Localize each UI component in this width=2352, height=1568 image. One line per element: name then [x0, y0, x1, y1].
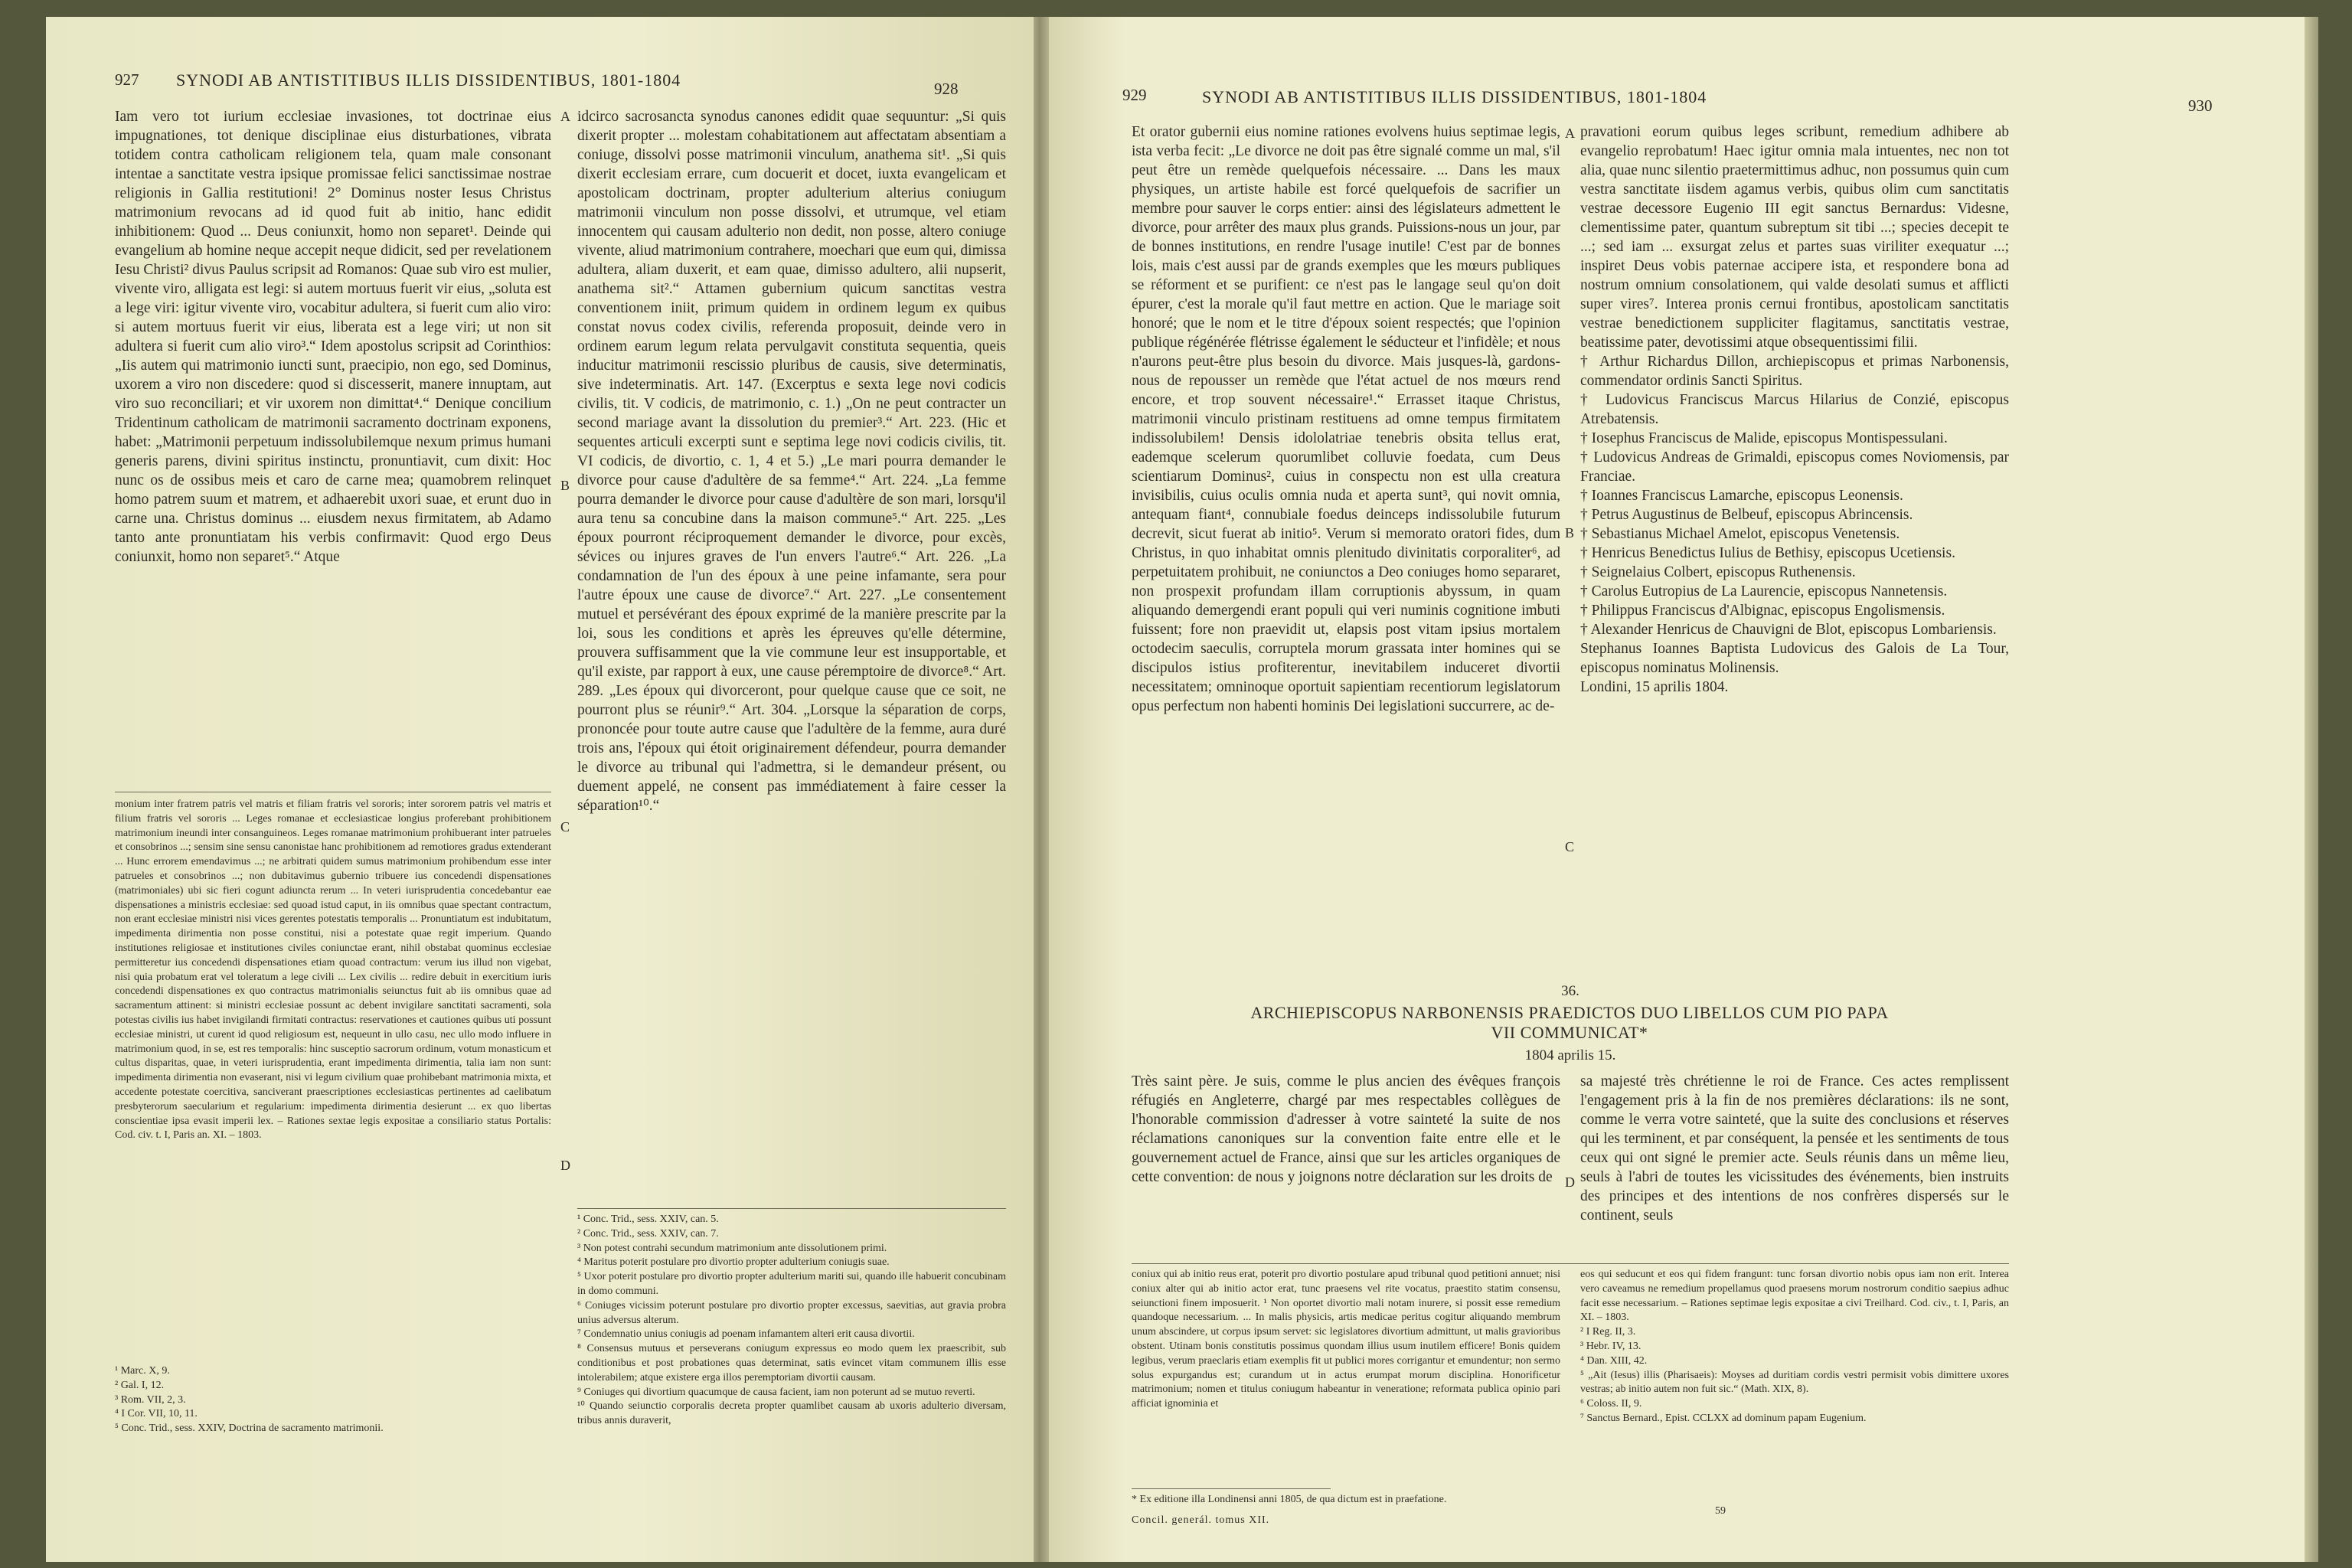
signatory: † Ioannes Franciscus Lamarche, episcopus Leonensis.: [1580, 488, 1903, 504]
margin-letter: A: [1565, 126, 1575, 141]
footnote: ⁴ Dan. XIII, 42.: [1580, 1354, 1648, 1367]
running-head: SYNODI AB ANTISTITIBUS ILLIS DISSIDENTIBUS, 1801-1804: [176, 70, 681, 90]
footnote: ⁵ „Ait (Iesus) illis (Pharisaeis): Moyses ad duritiam cordis vestri permisit vobis dimittere uxores vestras; ab initio autem non fuit sic.“ (Math. XIX, 8).: [1580, 1369, 2009, 1396]
right-column-footnotes: [577, 1213, 1006, 1519]
signatory: † Henricus Benedictus Iulius de Bethisy, episcopus Ucetiensis.: [1580, 545, 1955, 561]
page-number: 930: [2188, 96, 2213, 115]
footnote: ³ Non potest contrahi secundum matrimonium ante dissolutionem primi.: [577, 1242, 887, 1254]
footnote: ² Conc. Trid., sess. XXIV, can. 7.: [577, 1227, 719, 1240]
right-column-main-text: [1580, 122, 2009, 965]
footnote: ⁶ Coloss. II, 9.: [1580, 1398, 1642, 1410]
footnote: ² Gal. I, 12.: [115, 1379, 165, 1391]
footnote-rule: [577, 1208, 1006, 1209]
footnote-text: monium inter fratrem patris vel matris et filiam fratris vel sororis; inter sororem patris vel matris et filium fratris vel sororis ... Leges romanae et ecclesiasticae longius proferebant prohibitionem matrimonium ineundi inter consanguineos. Leges romanae matrimonium prohibuerant inter patrueles et consobrinos ...; sensim sine sensu canonistae hanc prohibitionem ad remotiores gradus extenderant ... Hunc errorem emendavimus ...; ne arbitrati quidem sumus matrimonium prohibendum esse inter patrueles et consobrinos ...; non dubitavimus gubernio tribuere ius concedendi dispensationes (matrimoniales) ubi sic fieri cogunt adiuncta rerum ... In veteri iurisprudentia concedebantur eae dispensationes a ministris ecclesiae: sed quoad istud caput, in iis omnibus quae spectant contractum, non erant ecclesiae ministri nisi vices gerentes potestatis temporalis ... Pronuntiatum est indubitatum, impedimenta dirimentia non posse constitui, nisi a potestate quae regit imperium. Quando institutiones religiosae et institutiones civiles coniunctae erant, nihil obstabat quominus ecclesiae permitteretur ius concedendi dispensationes etiam quoad contractum: verum ius illud non vigebat, nisi quia probatum erat vel toleratum a lege civili ... Lex civilis ... redire debuit in exercitium iuris concedendi dispensationes ex quo contractus matrimonialis seiunctus fuit ab iis omnibus quae ad sacramentum attinent: si ministri ecclesiae possunt ac debent invigilare sanctitati sacramenti, sola potestas civilis ius habet invigilandi firmitati contractus: reservationes et cautiones quibus uti possunt ecclesiae ministri, ut curent id quod religiosum est, nequeunt in ullo casu, nec ullo modo influere in matrimonium quod, in se, est res temporalis: hinc susceptio sacrorum ordinum, votum monasticum et cultus disparitas, quae, in veteri iurisprudentia, erant impedimenta dirimentia, talia iam non sunt: impedimenta dirimentia non evaserant, nisi vi legum civilium quae prohibebant matrimonia mixta, et accedente potestate coercitiva, sanciverant praescriptiones ecclesiasticas pertinentes ad caelibatum presbyterorum saecularium et regularium: impedimenta dirimentia desierunt ... ex quo libertas conscientiae ipsa evasit imperii lex. – Rationes sextae legis expositae a consiliario status Portalis: Cod. civ. t. I, Paris an. XI. – 1803.: [115, 799, 551, 1142]
page-number: 927: [115, 70, 139, 89]
signatory: † Sebastianus Michael Amelot, episcopus Venetensis.: [1580, 526, 1900, 542]
signatory: † Ludovicus Franciscus Marcus Hilarius de Conzié, episcopus Atrebatensis.: [1580, 392, 2009, 427]
signature-line: Concil. generál. tomus XII.: [1132, 1514, 1270, 1526]
footnote: ⁹ Coniuges qui divortium quacumque de causa facient, iam non poterunt ad se mutuo reverti.: [577, 1386, 975, 1398]
paragraph: Iam vero tot iurium ecclesiae invasiones, tot doctrinae eius impugnationes, tot denique disciplinae eius disturbationes, vibrata totidem contra catholicam religionem tela, quam male consonant intentae a sanctitate vestra ipsique promissae felici sanctissimae nostrae religionis in Gallia restitutioni! 2° Dominus noster Iesus Christus matrimonium revocans ad id quod fuit ab initio, hanc edidit inhibitionem: Quod ... Deus coniunxit, homo non separet¹. Deinde qui evangelium ab homine neque accepit neque didicit, sed per revelationem Iesu Christi² divus Paulus scripsit ad Romanos: Quae sub viro est mulier, vivente viro, alligata est legi: si autem mortuus fuerit vir eius, „soluta est a lege viri: igitur vivente viro, vocabitur adultera, si fuerit cum alio viro: si autem mortuus fuerit vir eius, liberata est a lege viri; ut non sit adultera si fuerit cum alio viro³.“ Idem apostolus scripsit ad Corinthios: „Iis autem qui matrimonio iuncti sunt, praecipio, non ego, sed Dominus, uxorem a viro non discedere: quod si discesserit, manere innuptam, aut viro suo reconciliari; et vir uxorem non dimittat⁴.“ Denique concilium Tridentinum catholicam de matrimonii sacramento doctrinam exponens, habet: „Matrimonii perpetuum indissolubilemque nexum primus humani generis parens, divini spiritus instinctu, pronuntiavit, cum dixit: Hoc nunc os de ossibus meis et caro de carne mea; quamobrem relinquet homo patrem suum et matrem, et adhaerebit uxori suae, et erunt duo in carne una. Christus dominus ... eiusdem nexus firmitatem, ab Adamo tanto ante pronuntiatam his verbis confirmavit: Quod ergo Deus coniunxit, homo non separet⁵.“ Atque: [115, 109, 551, 565]
footnote: ¹ Marc. X, 9.: [115, 1365, 170, 1377]
footnote: ⁴ Maritus poterit postulare pro divortio propter adulterium coniugis suae.: [577, 1256, 890, 1269]
letter-right-column: [1580, 1072, 2009, 1259]
footnote: ⁶ Coniuges vicissim poterunt postulare pro divortio propter excessus, saevitias, aut gravia probra unius adversus alterum.: [577, 1299, 1006, 1326]
signatory: † Iosephus Franciscus de Malide, episcopus Montispessulani.: [1580, 430, 1948, 446]
section-date: 1804 aprilis 15.: [1524, 1047, 1616, 1063]
letter-text: Très saint père. Je suis, comme le plus ancien des évêques françois réfugiés en Angleterre, chargé par mes respectables collègues de l'honorable commission d'adresser à votre sainteté la suite de nos réclamations canoniques sur la convention faite entre elle et le gouvernement actuel de France, ainsi que sur les articles organiques de cette convention: de nous y joignons notre déclaration sur les droits de: [1132, 1073, 1560, 1185]
page-edge: [2305, 17, 2318, 1562]
signatory: † Petrus Augustinus de Belbeuf, episcopus Abrincensis.: [1580, 507, 1913, 523]
running-head: SYNODI AB ANTISTITIBUS ILLIS DISSIDENTIBUS, 1801-1804: [1202, 87, 1707, 106]
signatory: † Arthur Richardus Dillon, archiepiscopus et primas Narbonensis, commendator ordinis Sancti Spiritus.: [1580, 354, 2009, 389]
left-column-main-text: [1132, 122, 1560, 961]
footnote: ³ Rom. VII, 2, 3.: [115, 1393, 186, 1406]
signatory: Londini, 15 aprilis 1804.: [1580, 679, 1729, 695]
margin-letter: D: [560, 1158, 570, 1173]
edition-note: * Ex editione illa Londinensi anni 1805, de qua dictum est in praefatione.: [1132, 1494, 1447, 1505]
footnote: ⁸ Consensus mutuus et perseverans coniugum expressus eo modo quem lex praescribit, sub conditionibus et post probationes quas determinat, satis evincet vitam communem illis esse intolerabilem; atque existere erga illos peremptoriam divortii causam.: [577, 1343, 1006, 1383]
section-title: ARCHIEPISCOPUS NARBONENSIS PRAEDICTOS DUO LIBELLOS CUM PIO PAPA VII COMMUNICAT*: [1250, 1003, 1889, 1042]
signatory: † Seignelaius Colbert, episcopus Ruthenensis.: [1580, 564, 1856, 580]
paragraph: Et orator gubernii eius nomine rationes evolvens huius septimae legis, ista verba fecit: „Le divorce ne doit pas être signalé comme un mal, s'il peut être un remède quelquefois nécessaire. ... Dans les maux physiques, un artiste habile est forcé quelquefois de sacrifier un membre pour sauver le corps entier: ainsi des législateurs admettent le divorce, pour arrêter des maux plus grands. Puissions-nous un jour, par de bonnes institutions, en rendre l'usage inutile! C'est par de bonnes lois, mais c'est aussi par de grands exemples que les mœurs publiques se réforment et se purifient: ce n'est pas le langage seul qu'on doit épurer, c'est la morale qu'il faut mettre en action. Que le mariage soit honoré; que le nom et le titre d'époux soient respectés; que l'opinion publique régénérée flétrisse également le séducteur et l'infidèle; et nous n'aurons peut-être plus besoin du divorce. Mais jusques-là, gardons-nous de repousser un remède que l'état actuel de nos mœurs rend encore, et trop souvent nécessaire¹.“ Errasset itaque Christus, matrimonii vinculo pristinam restituens ad omne tempus firmitatem indissolubilem! Densis idololatriae tenebris obsita tellus erat, eademque scelerum quorumlibet colluvie foedata, cum Deus scientiarum Dominus², cuius in conspectu non est ulla creatura invisibilis, cuius oculis omnia nuda et aperta sunt³, qui novit omnia, antequam fiant⁴, connubiale foedus deinceps indissolubile futurum decrevit, sicut fuerat ab initio⁵. Verum si memorato oratori fides, dum Christus, in quo inhabitat omnis plenitudo divinitatis corporaliter⁶, ad perpetuitatem prohibuit, ne coniunctos a Deo coniuges homo separaret, non prospexit profundam illam corruptionis abyssum, in quam aliquando demergendi erant populi qui veri numinis cognitione imbuti fuissent; fore non praevidit ut, elapsis post vitam ipsius mortalem octodecim saeculis, corruptela morum grassata inter homines qui se discipulos istius profiterentur, inevitabilem induceret divortii necessitatem; omninoque oportuit sapientiam recentiorum legislatorum opus perfectum non habenti hominis Dei legislationi succurrere, ac de-: [1132, 124, 1560, 714]
margin-letter: A: [560, 109, 570, 124]
signatory: Stephanus Ioannes Baptista Ludovicus des Galois de La Tour, episcopus nominatus Molinensis.: [1580, 641, 2009, 676]
footnote-rule: [1132, 1263, 2009, 1264]
signature-number: 59: [1715, 1505, 1726, 1517]
left-column-notes: [115, 798, 551, 1357]
page-number: 928: [934, 80, 959, 98]
left-column-footnotes: [115, 1364, 551, 1517]
left-column-main-text: [115, 107, 551, 785]
page-number: 929: [1122, 86, 1147, 104]
footnote-text: eos qui seducunt et eos qui fidem frangunt: tunc forsan divortio nobis opus iam non erit. Interea vero caveamus ne remedium propellamus quod praesens morum nostrorum conditio saepius adhuc facit esse necessarium. – Rationes septimae legis expositae a civi Treilhard. Cod. civ., t. I, Paris, an XI. – 1803.: [1580, 1269, 2009, 1324]
margin-letter: B: [560, 478, 570, 493]
right-page: [1049, 17, 2305, 1562]
footnote: ² I Reg. II, 3.: [1580, 1326, 1636, 1338]
margin-letter: D: [1565, 1174, 1575, 1190]
section-number: 36.: [1561, 983, 1579, 999]
margin-letter: B: [1565, 525, 1575, 541]
footnote: ⁴ I Cor. VII, 10, 11.: [115, 1408, 198, 1420]
margin-letter: C: [560, 819, 570, 835]
margin-letter: C: [1565, 839, 1575, 854]
right-column-main-text: [577, 107, 1006, 1202]
right-column-notes: [1580, 1268, 2009, 1482]
signatory: † Carolus Eutropius de La Laurencie, episcopus Nannetensis.: [1580, 583, 1948, 599]
footnote: ⁷ Sanctus Bernard., Epist. CCLXX ad dominum papam Eugenium.: [1580, 1412, 1867, 1424]
letter-text: sa majesté très chrétienne le roi de France. Ces actes remplissent l'engagement pris à la fin de nos premières déclarations: ils ne sont, comme le verra votre sainteté, que la suite des conclusions et réserves qui les terminent, et par conséquent, la pensée et les sentiments de tous ceux qui ont signé le premier acte. Seuls réunis dans un même lieu, seuls à l'abri de toutes les vicissitudes des événements, bien instruits des principes et des intentions de nos confrères dispersés sur le continent, seuls: [1580, 1073, 2009, 1223]
footnote: ⁵ Uxor poterit postulare pro divortio propter adulterium mariti sui, quando ille habuerit concubinam in domo communi.: [577, 1271, 1006, 1297]
left-page: [46, 17, 1034, 1562]
footnote: ³ Hebr. IV, 13.: [1580, 1340, 1642, 1352]
left-column-notes: [1132, 1268, 1560, 1482]
footnote-text: coniux qui ab initio reus erat, poterit pro divortio postulare apud tribunal quod petitioni annuet; nisi coniux alter qui ab initio actor erat, tunc praesens vel rite vocatus, praestito statim consensu, seiunctioni finem imposuerit. ¹ Non oportet divortio mali notam inurere, si possit esse remedium quandoque necessarium. ... In malis physicis, artis medicae peritus cogitur aliquando membrum unum abscindere, ut corpus ipsum servet: sic legislatores divortium admittunt, ut malis gravioribus obstent. Utinam bonis constitutis possimus quondam illius usum inutilem efficere! Bonis quidem legibus, verum praeclaris etiam exemplis fit ut publici mores corrigantur et emundentur; non sermo solus expurgandus est; curandum ut in actus erumpat morum disciplina. Honorificetur matrimonium; nomen et titulus coniugum habeantur in veneratione; reformata publica opinio pari afficiat ignominia et: [1132, 1269, 1560, 1410]
footnote: ⁵ Conc. Trid., sess. XXIV, Doctrina de sacramento matrimonii.: [115, 1423, 384, 1435]
letter-left-column: [1132, 1072, 1560, 1259]
signatory: † Alexander Henricus de Chauvigni de Blot, episcopus Lombariensis.: [1580, 622, 1997, 638]
paragraph: pravationi eorum quibus leges scribunt, remedium adhibere ab evangelio reprobatum! Haec igitur omnia mala intuentes, nec non tot alia, quae nunc silentio praetermittimus adhuc, non possumus quin cum vestra sanctitate iisdem agamus verbis, quibus olim cum sanctitatis vestrae decessore Eugenio III egit sanctus Bernardus: Videsne, clementissime pater, quantum subreptum sit tibi ...; species decepit te ...; sed iam ... exsurgat zelus et partes suas viriliter exequatur ...; inspiret Deus vobis paternae accipere ista, et respondere bona ad nostrum omnium consolationem, qui valde desolati sumus et afflicti super vires⁷. Interea pronis cernui frontibus, apostolicam sanctitatis vestrae benedictionem suppliciter flagitamus, sanctitatis vestrae, beatissime pater, devotissimi atque obsequentissimi filii.: [1580, 124, 2009, 351]
footnote: ¹ Conc. Trid., sess. XXIV, can. 5.: [577, 1214, 719, 1225]
footnote: ⁷ Condemnatio unius coniugis ad poenam infamantem alteri erit causa divortii.: [577, 1328, 915, 1341]
footnote-rule: [1132, 1488, 1331, 1489]
footnote: ¹⁰ Quando seiunctio corporalis decreta propter quamlibet causam ab uxoris adulterio diversam, tribus annis duraverit,: [577, 1400, 1006, 1427]
signatory: † Philippus Franciscus d'Albignac, episcopus Engolismensis.: [1580, 603, 1945, 619]
paragraph: idcirco sacrosancta synodus canones edidit quae sequuntur: „Si quis dixerit propter ... molestam cohabitationem aut affectatam absentiam a coniuge, dissolvi posse matrimonii vinculum, anathema sit¹. „Si quis dixerit ecclesiam errare, cum docuerit et docet, iuxta evangelicam et apostolicam doctrinam, propter adulterium alterius coniugum matrimonii vinculum non posse dissolvi, et utrumque, vel etiam innocentem qui causam adulterio non dedit, non posse, altero coniuge vivente, aliud matrimonium contrahere, moechari que eum qui, dimissa adultera, aliam duxerit, et eam quae, dimisso adultero, alii nupserit, anathema sit².“ Attamen gubernium quicum sanctitas vestra conventionem iniit, primum quidem in ordinem legum ex quibus constat novus codex civilis, referenda proposuit, deinde vero in ordinem earum legum relata pervulgavit constituta sequentia, queis inducitur matrimonii rescissio pluribus de causis, sive determinatis, sive indeterminatis. Art. 147. (Excerptus e sexta lege novi codicis civilis, tit. V codicis, de matrimonio, c. 1.) „On ne peut contracter un second mariage avant la dissolution du premier³.“ Art. 223. (Hic et sequentes articuli excerpti sunt e septima lege novi codicis civilis, tit. VI codicis, de divortio, c. 1, 4 et 5.) „Le mari pourra demander le divorce pour cause d'adultère de sa femme⁴.“ Art. 224. „La femme pourra demander le divorce pour cause d'adultère de son mari, lorsqu'il aura tenu sa concubine dans la maison commune⁵.“ Art. 225. „Les époux pourront réciproquement demander le divorce, pour excès, sévices ou injures graves de l'un envers l'autre⁶.“ Art. 226. „La condamnation de l'un des époux à une peine infamante, sera pour l'autre époux une cause de divorce⁷.“ Art. 227. „Le consentement mutuel et persévérant des époux exprimé de la manière prescrite par la loi, sous les conditions et après les épreuves qu'elle détermine, prouvera suffisamment que la vie commune leur est insupportable, et qu'il existe, par rapport à eux, une cause péremptoire de divorce⁸.“ Art. 289. „Les époux qui divorceront, pour quelque cause que ce soit, ne pourront plus se réunir⁹.“ Art. 304. „Lorsque la séparation de corps, prononcée pour toute autre cause que l'adultère de la femme, aura duré trois ans, l'époux qui étoit originairement défendeur, pourra demander le divorce au tribunal qui l'admettra, si le demandeur présent, ou duement appelé, ne consent pas immédiatement à faire cesser la séparation¹⁰.“: [577, 109, 1006, 814]
signatory: † Ludovicus Andreas de Grimaldi, episcopus comes Noviomensis, par Franciae.: [1580, 449, 2009, 485]
